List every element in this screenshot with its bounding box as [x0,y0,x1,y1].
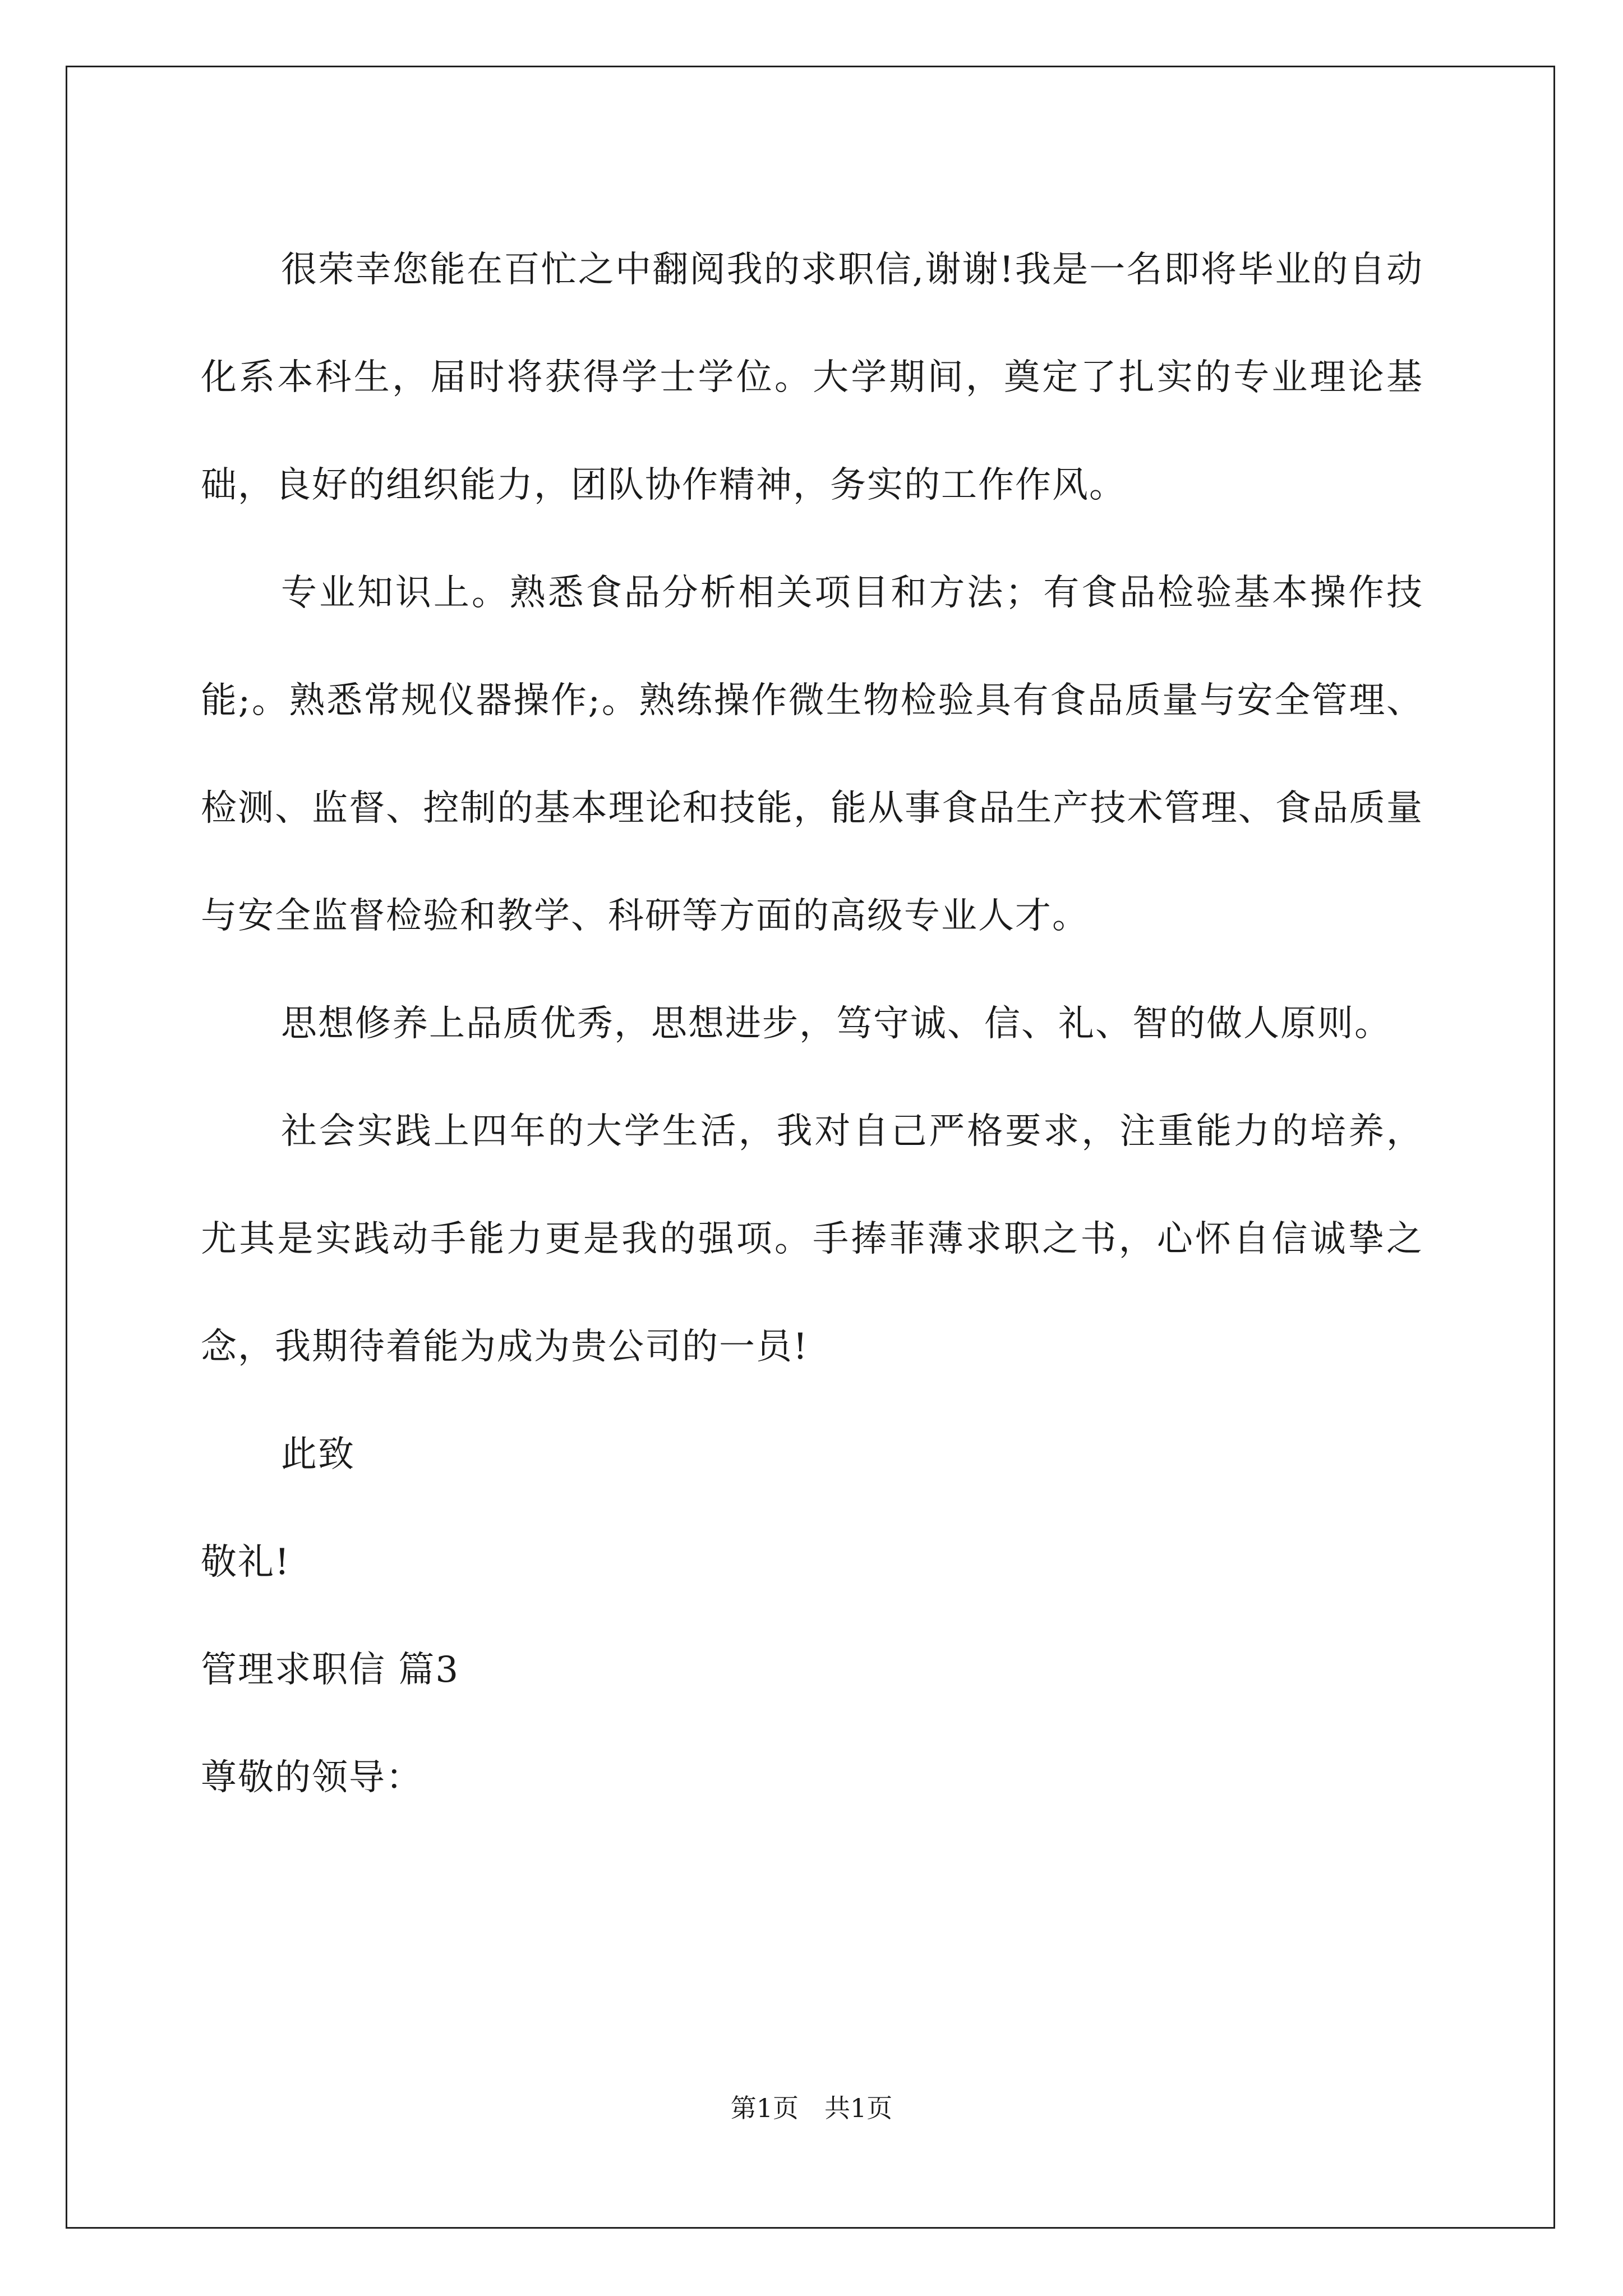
closing-regards: 敬礼! [201,1542,291,1583]
paragraph-social-practice: 社会实践上四年的大学生活，我对自己严格要求，注重能力的培养，尤其是实践动手能力更是我的强项。手捧菲薄求职之书，心怀自信诚挚之念，我期待着能为成为贵公司的一员! [201,1111,1423,1368]
paragraph-professional-knowledge: 专业知识上。熟悉食品分析相关项目和方法；有食品检验基本操作技能;。熟悉常规仪器操作;。熟练操作微生物检验具有食品质量与安全管理、检测、监督、控制的基本理论和技能，能从事食品生产技术管理、食品质量与安全监督检验和教学、科研等方面的高级专业人才。 [201,572,1423,937]
greeting: 尊敬的领导： [201,1757,423,1798]
closing-salutation: 此致 [281,1434,355,1475]
letter-body [201,216,1423,1832]
section-heading: 管理求职信 篇3 [201,1649,460,1691]
page-footer: 第1页 共1页 [730,2093,893,2123]
paragraph-intro: 很荣幸您能在百忙之中翻阅我的求职信,谢谢!我是一名即将毕业的自动化系本科生，届时将获得学士学位。大学期间，奠定了扎实的专业理论基础，良好的组织能力，团队协作精神，务实的工作作风。 [201,249,1423,506]
paragraph-character: 思想修养上品质优秀，思想进步，笃守诚、信、礼、智的做人原则。 [281,1003,1391,1045]
